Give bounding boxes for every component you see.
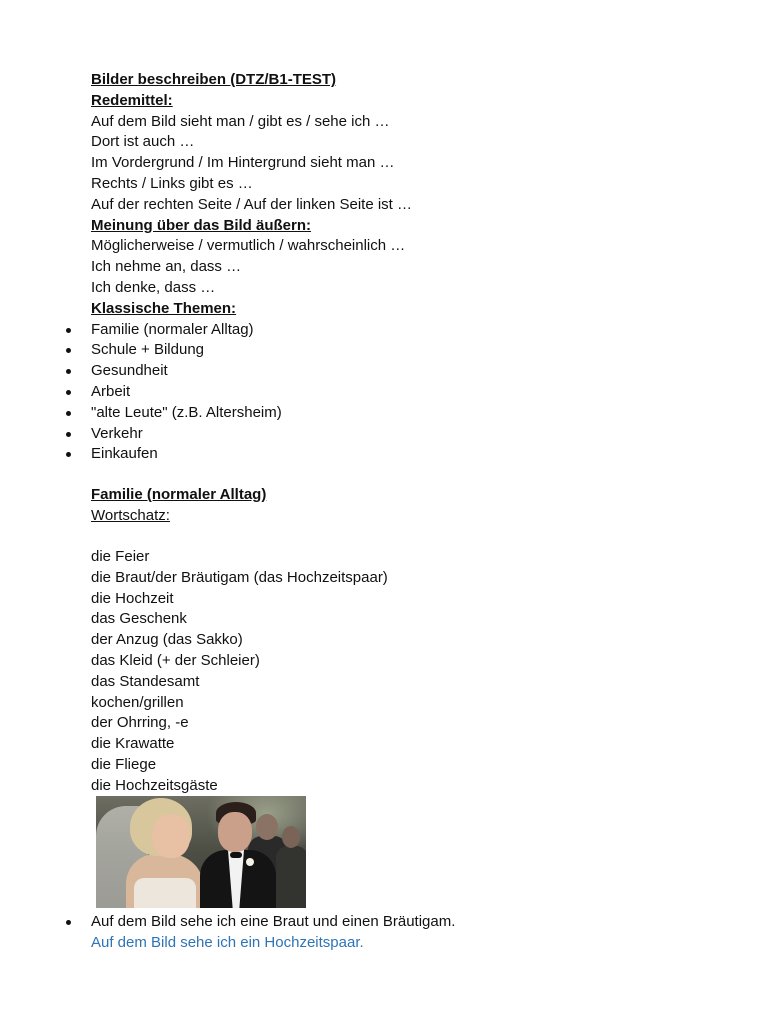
vocab-item: kochen/grillen bbox=[91, 693, 184, 711]
themen-item-text: Einkaufen bbox=[91, 445, 158, 463]
vocab-item: der Ohrring, -e bbox=[91, 714, 189, 732]
vocab-item: die Braut/der Bräutigam (das Hochzeitspaar) bbox=[91, 568, 388, 586]
redemittel-heading: Redemittel: bbox=[91, 91, 173, 109]
bullet-icon bbox=[66, 920, 71, 925]
vocab-item: die Feier bbox=[91, 548, 150, 565]
guest-head bbox=[256, 814, 278, 840]
redemittel-line: Im Vordergrund / Im Hintergrund sieht man … bbox=[91, 154, 395, 172]
bride-face bbox=[152, 814, 190, 858]
meinung-heading: Meinung über das Bild äußern: bbox=[91, 216, 312, 234]
themen-list-item bbox=[91, 382, 731, 403]
themen-list-item bbox=[91, 361, 731, 382]
bullet-icon bbox=[66, 369, 71, 374]
bullet-icon bbox=[66, 348, 71, 353]
guest-head bbox=[282, 826, 300, 848]
example-section bbox=[91, 912, 731, 954]
familie-heading: Familie (normaler Alltag) bbox=[91, 486, 267, 503]
vocab-item: die Hochzeit bbox=[91, 589, 174, 607]
bullet-icon bbox=[66, 432, 71, 437]
bullet-icon bbox=[66, 328, 71, 333]
meinung-line: Möglicherweise / vermutlich / wahrscheinlich … bbox=[91, 237, 406, 255]
vocab-item: die Fliege bbox=[91, 755, 157, 773]
boutonniere bbox=[246, 858, 254, 866]
bullet-icon bbox=[66, 452, 71, 457]
vocab-item: das Kleid (+ der Schleier) bbox=[91, 651, 260, 669]
themen-item-text: Verkehr bbox=[91, 424, 143, 442]
meinung-line: Ich nehme an, dass … bbox=[91, 258, 242, 276]
redemittel-line: Auf der rechten Seite / Auf der linken Seite ist … bbox=[91, 195, 413, 213]
wortschatz-heading: Wortschatz: bbox=[91, 506, 170, 524]
themen-item-text: Arbeit bbox=[91, 382, 131, 400]
redemittel-line: Rechts / Links gibt es … bbox=[91, 174, 253, 192]
themen-list-item bbox=[91, 320, 731, 341]
guest-figure bbox=[276, 846, 306, 908]
redemittel-line: Auf dem Bild sieht man / gibt es / sehe ich … bbox=[91, 112, 390, 130]
vocab-item: die Hochzeitsgäste bbox=[91, 776, 218, 794]
bullet-icon bbox=[66, 411, 71, 416]
groom-bow-tie bbox=[230, 852, 242, 858]
familie-section bbox=[91, 485, 731, 527]
bride-dress bbox=[134, 878, 196, 908]
example-sentence: Auf dem Bild sehe ich eine Braut und einen Bräutigam. bbox=[91, 913, 456, 930]
vocab-item: der Anzug (das Sakko) bbox=[91, 631, 243, 649]
document-title: Bilder beschreiben (DTZ/B1-TEST) bbox=[91, 71, 337, 88]
vocab-item: die Krawatte bbox=[91, 735, 175, 753]
themen-item-text: Familie (normaler Alltag) bbox=[91, 320, 254, 338]
vocab-item: das Geschenk bbox=[91, 610, 187, 628]
themen-list-item bbox=[91, 424, 731, 445]
themen-list-item bbox=[91, 403, 731, 424]
themen-heading: Klassische Themen: bbox=[91, 299, 237, 317]
groom-face bbox=[218, 812, 252, 852]
example-answer: Auf dem Bild sehe ich ein Hochzeitspaar. bbox=[91, 933, 364, 951]
wortschatz-list bbox=[91, 547, 731, 797]
themen-list-item bbox=[91, 340, 731, 361]
bullet-icon bbox=[66, 390, 71, 395]
example-bullet bbox=[91, 912, 731, 933]
redemittel-line: Dort ist auch … bbox=[91, 133, 195, 151]
themen-item-text: "alte Leute" (z.B. Altersheim) bbox=[91, 403, 282, 421]
intro-section bbox=[91, 70, 731, 465]
themen-list-item bbox=[91, 444, 731, 465]
vocab-item: das Standesamt bbox=[91, 672, 200, 690]
meinung-line: Ich denke, dass … bbox=[91, 278, 216, 296]
wedding-photo bbox=[96, 796, 306, 908]
themen-item-text: Schule + Bildung bbox=[91, 341, 204, 359]
themen-item-text: Gesundheit bbox=[91, 362, 168, 380]
